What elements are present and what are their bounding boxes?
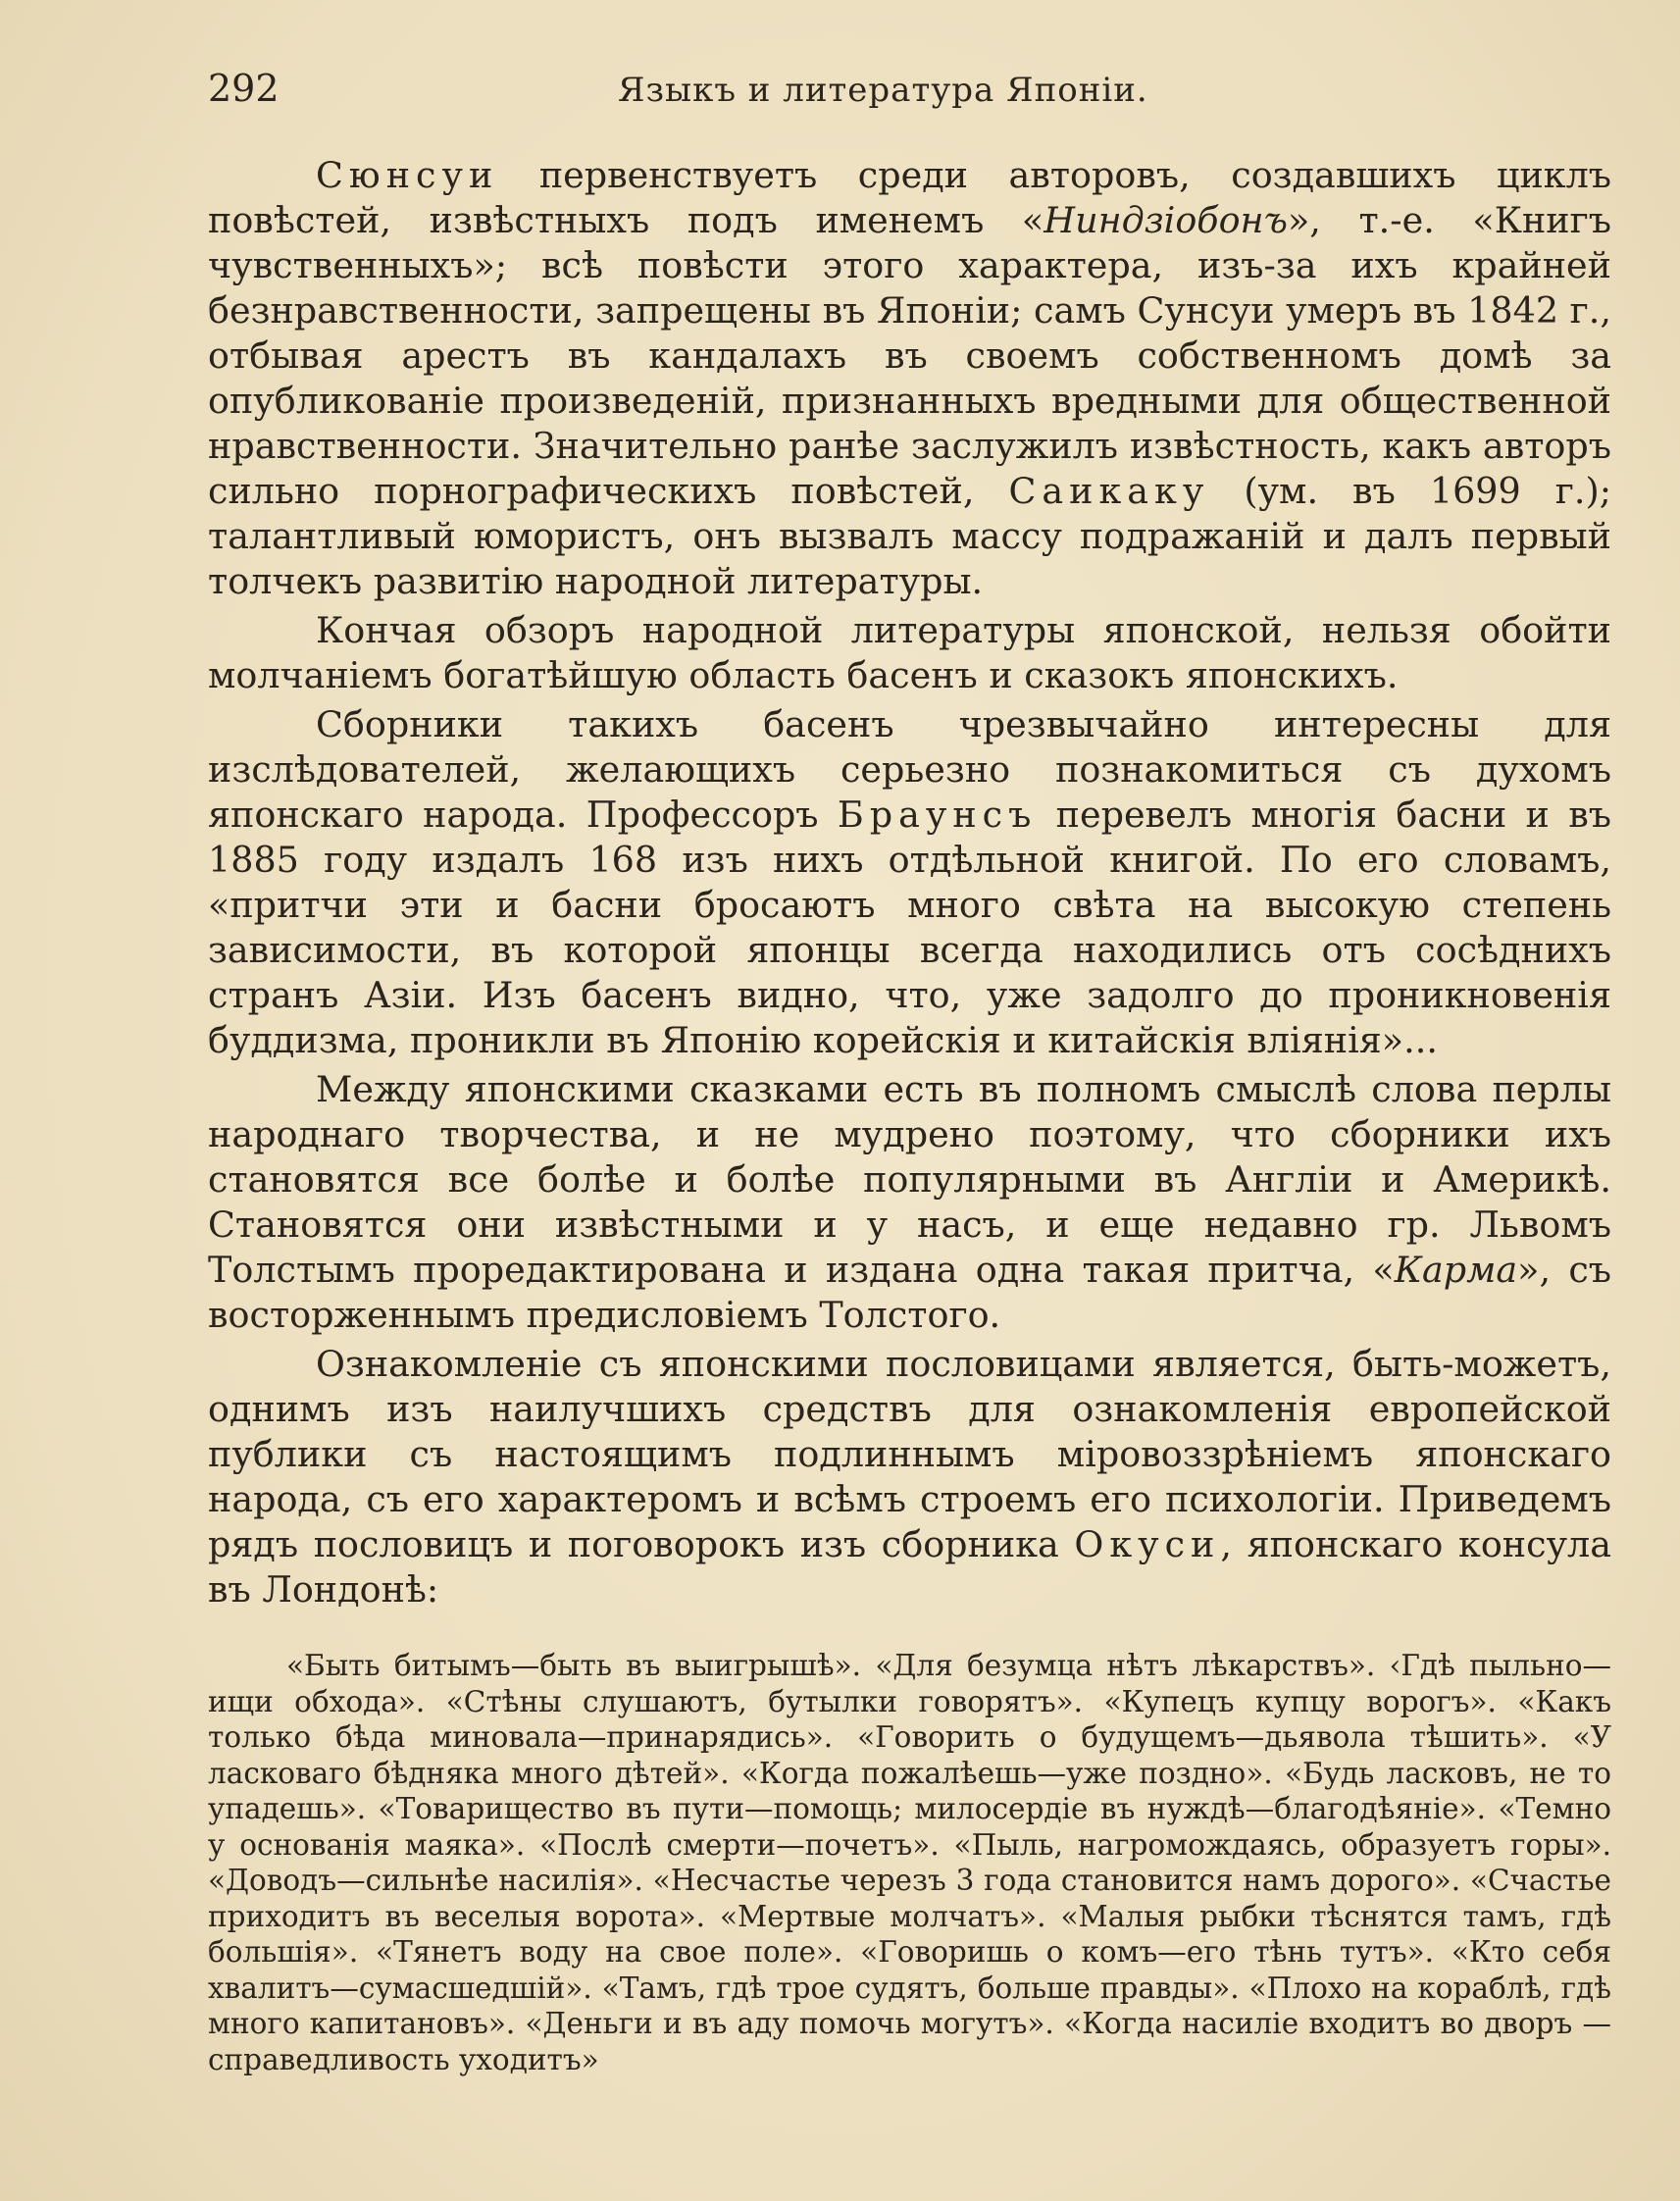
proverbs-block: «Быть битымъ—быть въ выигрышѣ». «Для безумца нѣтъ лѣкарствъ». ‹Гдѣ пыльно—ищи обхода». «Стѣны слушаютъ, бутылки говорятъ». «Купецъ купцу ворогъ». «Какъ только бѣда миновала—принарядись». «Говорить о будущемъ—дьявола тѣшить». «У ласковаго бѣдняка много дѣтей». «Когда пожалѣешь—уже поздно». «Будь ласковъ, не то упадешь». «Товарищество въ пути—помощь; милосердіе въ нуждѣ—благодѣяніе». «Темно у основанія маяка». «Послѣ смерти—почетъ». «Пыль, нагромождаясь, образуетъ горы». «Доводъ—сильнѣе насилія». «Несчастье черезъ 3 года становится намъ дорого». «Счастье приходитъ въ веселыя ворота». «Мертвые молчатъ». «Малыя рыбки тѣснятся тамъ, гдѣ большія». «Тянетъ воду на свое поле». «Говоришь о комъ—его тѣнь тутъ». «Кто себя хвалитъ—сумасшедшій». «Тамъ, гдѣ трое судятъ, больше правды». «Плохо на кораблѣ, гдѣ много капитановъ». «Деньги и въ аду помочь могутъ». «Когда насиліе входитъ во дворъ — справедливость уходитъ»: [208, 1649, 1611, 2076]
text-run: Сборники такихъ басенъ чрезвычайно интересны для изслѣдователей, желающихъ серьезно познакомиться съ духомъ японскаго народа. Профессоръ: [208, 703, 1611, 836]
paragraph-4: [208, 1067, 1611, 1338]
page-number: 292: [208, 67, 280, 110]
paragraph-5: [208, 1342, 1611, 1612]
page-header: [208, 67, 1611, 126]
text-run: первенствуетъ среди авторовъ, создавшихъ циклъ повѣстей, извѣстныхъ подъ именемъ «: [208, 154, 1611, 241]
paragraph-2: Кончая обзоръ народной литературы японской, нельзя обойти молчаніемъ богатѣйшую область басенъ и сказокъ японскихъ.: [208, 609, 1611, 696]
paragraph-3: [208, 702, 1611, 1063]
author-name: Браунсъ: [837, 793, 1038, 836]
paragraph-1: [208, 153, 1611, 604]
text-run: , японскаго консула въ Лондонѣ:: [208, 1523, 1611, 1611]
book-title: Ниндзiобонъ: [1044, 199, 1288, 241]
book-title: Карма: [1394, 1249, 1518, 1291]
text-run: », т.-е. «Книгъ чувственныхъ»; всѣ повѣсти этого характера, изъ-за ихъ крайней безнравственности, запрещены въ Японіи; самъ Сунсуи умеръ въ 1842 г., отбывая арестъ въ кандалахъ въ своемъ собственномъ домѣ за опубликованіе произведеній, признанныхъ вредными для общественной нравственности. Значительно ранѣе заслужилъ извѣстность, какъ авторъ сильно порнографическихъ повѣстей,: [208, 199, 1611, 512]
author-name: Саикаку: [1008, 470, 1210, 512]
text-run: перевелъ многія басни и въ 1885 году издалъ 168 изъ нихъ отдѣльной книгой. По его словамъ, «притчи эти и басни бросаютъ много свѣта на высокую степень зависимости, въ которой японцы всегда находились отъ сосѣднихъ странъ Азіи. Изъ басенъ видно, что, уже задолго до проникновенія буддизма, проникли въ Японію корейскія и китайскія вліянія»...: [208, 793, 1611, 1061]
text-run: », съ восторженнымъ предисловіемъ Толстого.: [208, 1249, 1612, 1336]
author-name: Окуси: [1074, 1523, 1221, 1565]
text-run: Ознакомленіе съ японскими пословицами является, быть-можетъ, однимъ изъ наилучшихъ средствъ для ознакомленія европейской публики съ настоящимъ подлиннымъ міровоззрѣніемъ японскаго народа, съ его характеромъ и всѣмъ строемъ его психологіи. Приведемъ рядъ пословицъ и поговорокъ изъ сборника: [208, 1343, 1611, 1565]
author-name: Сюнсуи: [316, 154, 499, 196]
running-title: Языкъ и литература Японіи.: [618, 71, 1148, 110]
text-run: (ум. въ 1699 г.); талантливый юмористъ, онъ вызвалъ массу подражаній и далъ первый толчекъ развитію народной литературы.: [208, 470, 1612, 602]
text-run: Между японскими сказками есть въ полномъ смыслѣ слова перлы народнаго творчества, и не мудрено поэтому, что сборники ихъ становятся все болѣе и болѣе популярными въ Англіи и Америкѣ. Становятся они извѣстными и у насъ, и еще недавно гр. Львомъ Толстымъ проредактирована и издана одна такая притча, «: [208, 1068, 1611, 1291]
